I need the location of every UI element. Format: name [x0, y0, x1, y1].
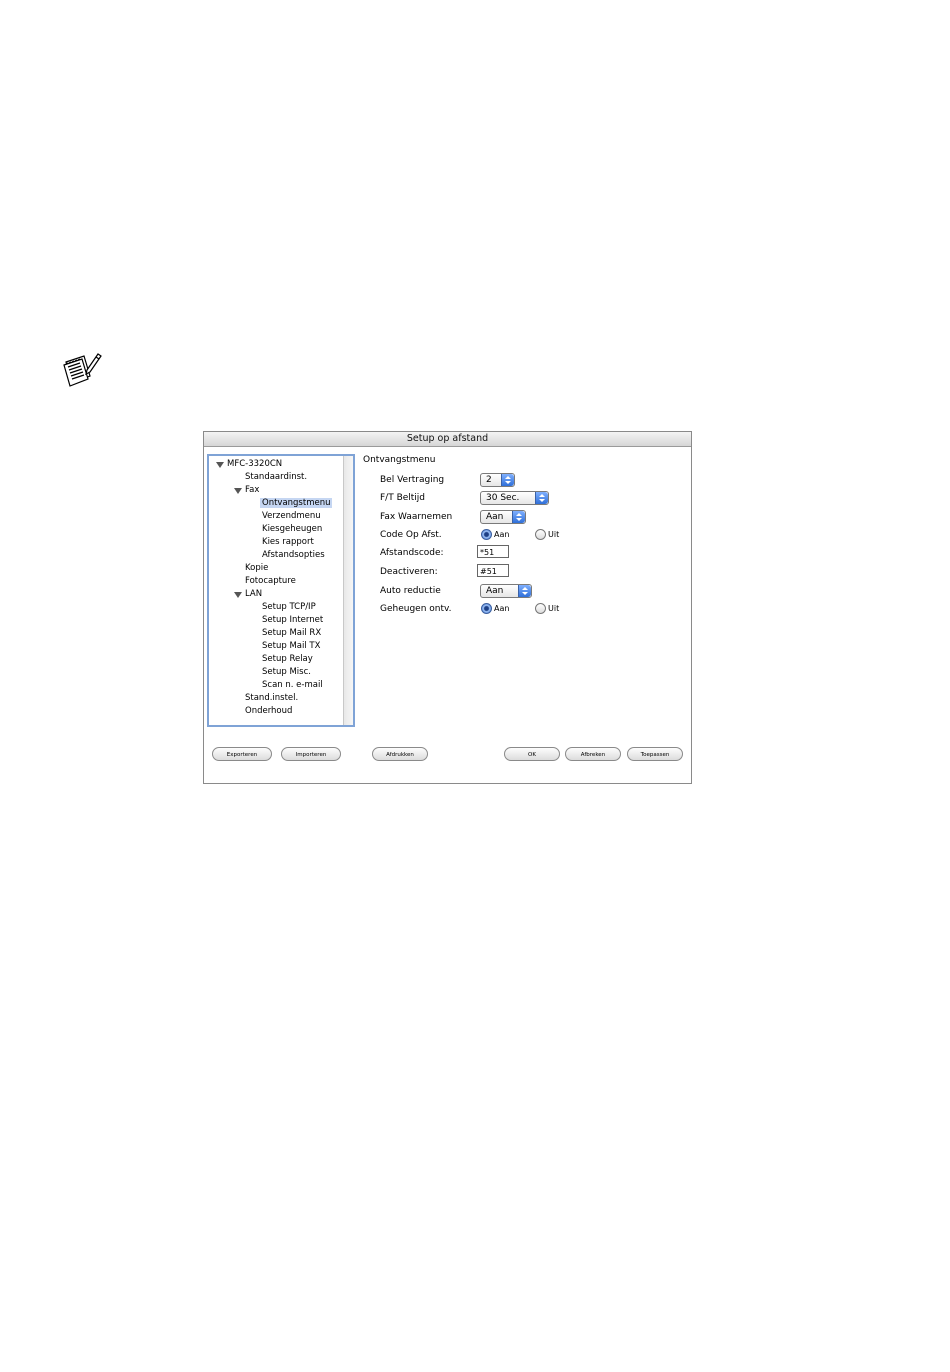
expand-triangle-icon[interactable] — [216, 462, 224, 468]
tree-item-lan[interactable]: LAN — [245, 589, 263, 599]
importeren-button[interactable]: Importeren — [281, 747, 341, 761]
tree-item-setup-mail-tx[interactable]: Setup Mail TX — [262, 641, 321, 651]
code-op-afst-aan-label: Aan — [494, 530, 510, 539]
geheugen-ontv-aan-radio[interactable] — [481, 603, 492, 614]
toepassen-button[interactable]: Toepassen — [627, 747, 683, 761]
deactiveren-field[interactable]: #51 — [477, 564, 509, 577]
geheugen-ontv-uit-radio[interactable] — [535, 603, 546, 614]
tree-item-mfc-3320cn[interactable]: MFC-3320CN — [227, 459, 283, 469]
code-op-afst-label: Code Op Afst. — [380, 530, 442, 540]
tree-item-setup-mail-rx[interactable]: Setup Mail RX — [262, 628, 322, 638]
popup-arrows-icon — [501, 474, 514, 486]
tree-scrollbar[interactable] — [343, 456, 353, 725]
code-op-afst-uit-label: Uit — [548, 530, 560, 539]
fax-waarnemen-popup[interactable]: Aan — [480, 510, 526, 524]
ok-button[interactable]: OK — [504, 747, 560, 761]
section-title: Ontvangstmenu — [363, 455, 436, 465]
fax-waarnemen-label: Fax Waarnemen — [380, 512, 453, 522]
tree-item-fotocapture[interactable]: Fotocapture — [245, 576, 296, 586]
tree-item-standaardinst[interactable]: Standaardinst. — [245, 472, 308, 482]
geheugen-ontv-label: Geheugen ontv. — [380, 604, 452, 614]
geheugen-ontv-aan-label: Aan — [494, 604, 510, 613]
tree-item-setup-relay[interactable]: Setup Relay — [262, 654, 313, 664]
ft-beltijd-label: F/T Beltijd — [380, 493, 426, 503]
bel-vertraging-popup[interactable]: 2 — [480, 473, 515, 487]
tree-item-ontvangstmenu[interactable]: Ontvangstmenu — [262, 498, 331, 508]
tree-item-kopie[interactable]: Kopie — [245, 563, 269, 573]
window-title: Setup op afstand — [204, 432, 691, 447]
exporteren-button[interactable]: Exporteren — [212, 747, 272, 761]
popup-arrows-icon — [535, 492, 548, 504]
tree-item-setup-misc[interactable]: Setup Misc. — [262, 667, 311, 677]
auto-reductie-popup[interactable]: Aan — [480, 584, 532, 598]
ft-beltijd-popup[interactable]: 30 Sec. — [480, 491, 549, 505]
tree-item-kiesgeheugen[interactable]: Kiesgeheugen — [262, 524, 323, 534]
setup-op-afstand-window — [203, 431, 692, 784]
tree-item-verzendmenu[interactable]: Verzendmenu — [262, 511, 321, 521]
code-op-afst-uit-radio[interactable] — [535, 529, 546, 540]
settings-tree[interactable] — [207, 454, 355, 727]
tree-item-setup-tcpip[interactable]: Setup TCP/IP — [262, 602, 316, 612]
bel-vertraging-label: Bel Vertraging — [380, 475, 445, 485]
notepad-pencil-icon — [60, 350, 104, 392]
code-op-afst-aan-radio[interactable] — [481, 529, 492, 540]
tree-item-kies-rapport[interactable]: Kies rapport — [262, 537, 314, 547]
tree-item-onderhoud[interactable]: Onderhoud — [245, 706, 293, 716]
tree-item-afstandsopties[interactable]: Afstandsopties — [262, 550, 325, 560]
afstandscode-label: Afstandscode: — [380, 548, 444, 558]
popup-arrows-icon — [512, 511, 525, 523]
afbreken-button[interactable]: Afbreken — [565, 747, 621, 761]
popup-arrows-icon — [518, 585, 531, 597]
auto-reductie-label: Auto reductie — [380, 586, 441, 596]
tree-item-fax[interactable]: Fax — [245, 485, 260, 495]
expand-triangle-icon[interactable] — [234, 592, 242, 598]
afstandscode-field[interactable]: *51 — [477, 545, 509, 558]
tree-item-setup-internet[interactable]: Setup Internet — [262, 615, 324, 625]
expand-triangle-icon[interactable] — [234, 488, 242, 494]
geheugen-ontv-uit-label: Uit — [548, 604, 560, 613]
deactiveren-label: Deactiveren: — [380, 567, 438, 577]
afdrukken-button[interactable]: Afdrukken — [372, 747, 428, 761]
tree-item-scan-e-mail[interactable]: Scan n. e-mail — [262, 680, 323, 690]
tree-item-stand-instel[interactable]: Stand.instel. — [245, 693, 299, 703]
